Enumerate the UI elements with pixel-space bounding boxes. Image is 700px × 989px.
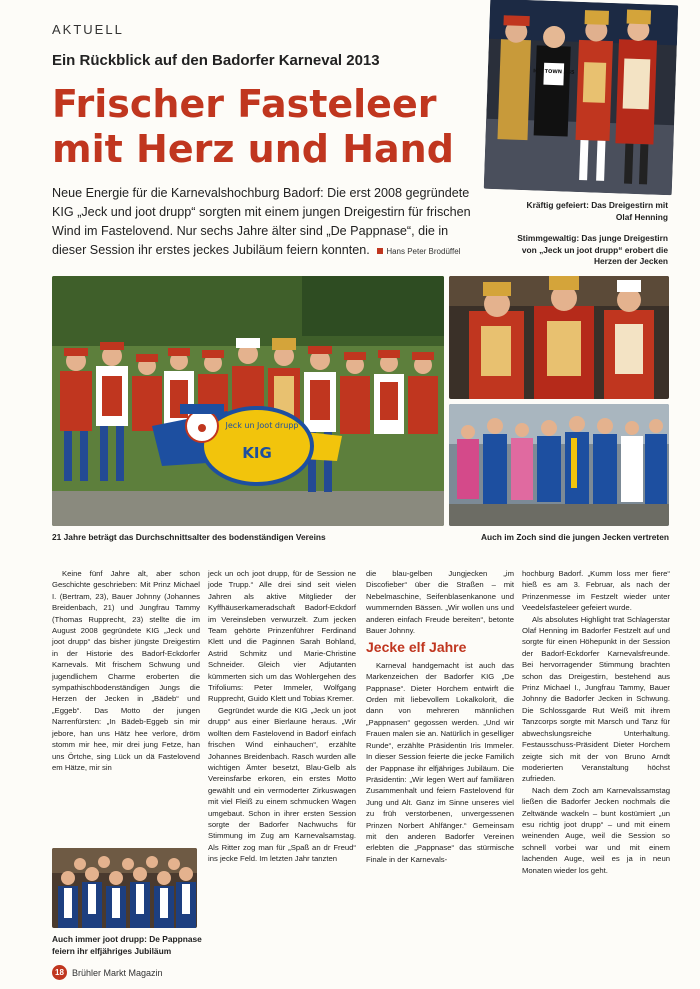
caption-group: 21 Jahre beträgt das Durchschnittsalter des bodenständigen Vereins <box>52 532 326 542</box>
column-2 <box>208 568 356 865</box>
kicker: Ein Rückblick auf den Badorfer Karneval 2013 <box>52 52 380 69</box>
caption-zoch: Auch im Zoch sind die jungen Jecken vertreten <box>480 532 669 542</box>
column-4-paragraph-2: Als absolutes Highlight trat Schlagerstar Olaf Henning im Badorfer Festzelt auf und sorgte für einen Höhepunkt in der Session der Badorf-Eckdorfer Karnevalsfreunde. Bei hervorragender Stimmung brachten schon das Dreigestirn, bestehend aus Prinz Michael I., Jungfrau Tammy, Bauer Johnny die Badorfer Jecken in Schwung. Die Schlossgarde Rut Weiß mit ihrem Tanzcorps sorgte mit Marsch und Tanz für abwechslungsreiche Unterhaltung. Festausschuss-Präsident Dieter Horchem zeigte sich mit der von Bruno Arndt moderierten Veranstaltung höchst zufrieden. <box>522 614 670 784</box>
photo-pappnase <box>52 848 197 928</box>
column-4 <box>522 568 670 876</box>
page-footer <box>52 965 163 980</box>
headline <box>52 82 512 172</box>
column-4-paragraph-3: Nach dem Zoch am Karnevalssamstag ließen die Badorfer Jecken nochmals die Zeltwände wackeln – bunt kostümiert „un esu richtig joot drupp“ – und mit einem weinenden Auge, weil die Session so schnell vorbei war und mit einem lachenden Auge, weil es ja in neun Monaten wieder los geht. <box>522 785 670 875</box>
lead-paragraph <box>52 184 482 261</box>
caption-top-right-2: Stimmgewaltig: Das junge Dreigestirn von „Jeck un joot drupp“ erobert die Herzen der Jecken <box>517 233 668 266</box>
sign-center-text: KIG <box>242 444 272 462</box>
magazine-name: Brühler Markt Magazin <box>72 967 163 978</box>
caption-pappnase: Auch immer joot drupp: De Pappnase feiern ihr elfjähriges Jubiläum <box>52 934 202 956</box>
shirt-text: ICH TOWN ASS <box>533 68 575 76</box>
photo-group <box>52 276 444 526</box>
column-3-paragraph-2: Karneval handgemacht ist auch das Markenzeichen der Badorfer KIG „De Pappnase“. Dieter Horchem entwirft die Orden mit liebevollem Lokalkolorit, die dann von mehreren männlichen „Pappnasen“ gegossen werden. „Und wir Frauen malen sie an. Natürlich in geselliger Runde“, erzählte Präsidentin Iris Immeler. In dieser Session feierte die jecke Familich der Pappnase ihr elfjähriges Jubiläum. Die Präsidentin: „Wir legen Wert auf familiären Zusammenhalt und feiern Fastelovend für Jung und Alt. Ganz im Sinne unseres viel zu früh verstorbenen, unvergessenen Prinzen Norbert Ahlfänger.“ Gemeinsam mit den anderen Badorfer Vereinen erlebten die „Pappnase“ das stürmische Finale in der Karnevals- <box>366 660 514 864</box>
headline-line-2: mit Herz und Hand <box>52 127 454 171</box>
lead-text: Neue Energie für die Karnevalshochburg Badorf: Die erst 2008 gegründete KIG „Jeck und joot drupp“ sorgten mit einem jungen Dreigestirn für frischen Wind im Fastelovend. Nur sechs Jahre älter sind „De Pappnase“, die in dieser Session ihr erstes jeckes Jubiläum feiern konnten. <box>52 186 471 257</box>
column-1 <box>52 568 200 773</box>
subhead-jecke-elf-jahre: Jecke elf Jahre <box>366 639 467 656</box>
column-3 <box>366 568 514 865</box>
column-3-paragraph-1: die blau-gelben Jungjecken „im Discofieber“ über die Straßen – mit Nebelmaschine, Seifenblasenkanone und wummernden Bässen. „Wir wollen uns und anderen einfach Freude bereiten“, betonte Bauer Johnny. <box>366 569 514 636</box>
section-label: AKTUELL <box>52 22 124 37</box>
column-2-paragraph-1: jeck un och joot drupp, für de Session ne jode Trupp.“ Alle drei sind seit vielen Jahren als aktive Mitglieder der Kyffhäuserkameradschaft Badorf-Eckdorf im Vereinsleben verwurzelt. Zum jecken Team gehörte Prinzenführer Ferdinand Klett und die Paginnen Sarah Bohland, Astrid Schmitz und Marie-Christine Schneider. Gleich vier Adjutanten kümmerten sich um das Wohlergehen des Trifoliums: Peter Immeler, Wolfgang Rupprecht, Guido Klett und Tobias Kremer. <box>208 569 356 704</box>
column-2-paragraph-2: Gegründet wurde die KIG „Jeck un joot drupp“ aus einer Bierlaune heraus. „Wir wollten dem Fastelovend in Badorf einfach frischen Wind einhauchen“, erzählte Johannes Breidenbach. Rasch wurden alle wichtigen Ämter besetzt, Blau-Gelb als Vereinsfarbe erkoren, ein erstes Motto gewählt und ein vermoderter Zirkuswagen mit viel Fleiß zu einem schmucken Wagen umgebaut. Schon in ihrer ersten Session sorgte der Badorfer Nachwuchs für Stimmung im Zug am Karnevalsamstag. Als Ritter zog man für „Spaß an dr Freud“ ins jecke Feld. Im letzten Jahr tanzten <box>208 705 356 864</box>
headline-line-1: Frischer Fasteleer <box>52 82 437 126</box>
column-1-paragraph: Keine fünf Jahre alt, aber schon Geschichte geschrieben: Mit Prinz Michael I. (Bertram, 23), Bauer Johnny (Johannes Breidenbach, 21) und Jungfrau Tammy (Thomas Rupprecht, 23) stellte die im August 2008 gegründete KIG „Jeck und joot drupp“ das bisher jüngste Dreigestirn in der Historie des Badorf-Eckdorfer Karnevals. Mit frischem Schwung und jugendlichem Charme eroberten die sympathischbodenständigen Jungs die Herzen der Jecken in „Bädeb“ und „Eggeb“. Das Motto der jungen Narrenfürsten: „In Bädeb-Eggeb sin mir jebore, han uns Hätz hee verlore, dröm stomm mir hee, mir drei jung Fetze, han uns Örtche, sing Lück un dä Fastelovend em Hätze, mir sin <box>52 569 200 772</box>
author-marker-icon <box>377 248 383 254</box>
author-name: Hans Peter Brodüffel <box>386 247 461 256</box>
caption-top-right-1: Kräftig gefeiert: Das Dreigestirn mit Olaf Henning <box>526 200 668 222</box>
photo-zoch <box>449 404 669 526</box>
photo-dreigestirn-closeup <box>449 276 669 399</box>
photo-dreigestirn-olaf <box>484 0 679 195</box>
sign-top-text: Jeck un Joot drupp <box>225 421 299 430</box>
column-4-paragraph-1: hochburg Badorf. „Kumm loss mer fiere“ hieß es am 3. Februar, als nach der Prinzenmesse im Festzelt wieder unter Veedelsfasteleer gefeiert wurde. <box>522 569 670 613</box>
page-number: 18 <box>52 965 67 980</box>
